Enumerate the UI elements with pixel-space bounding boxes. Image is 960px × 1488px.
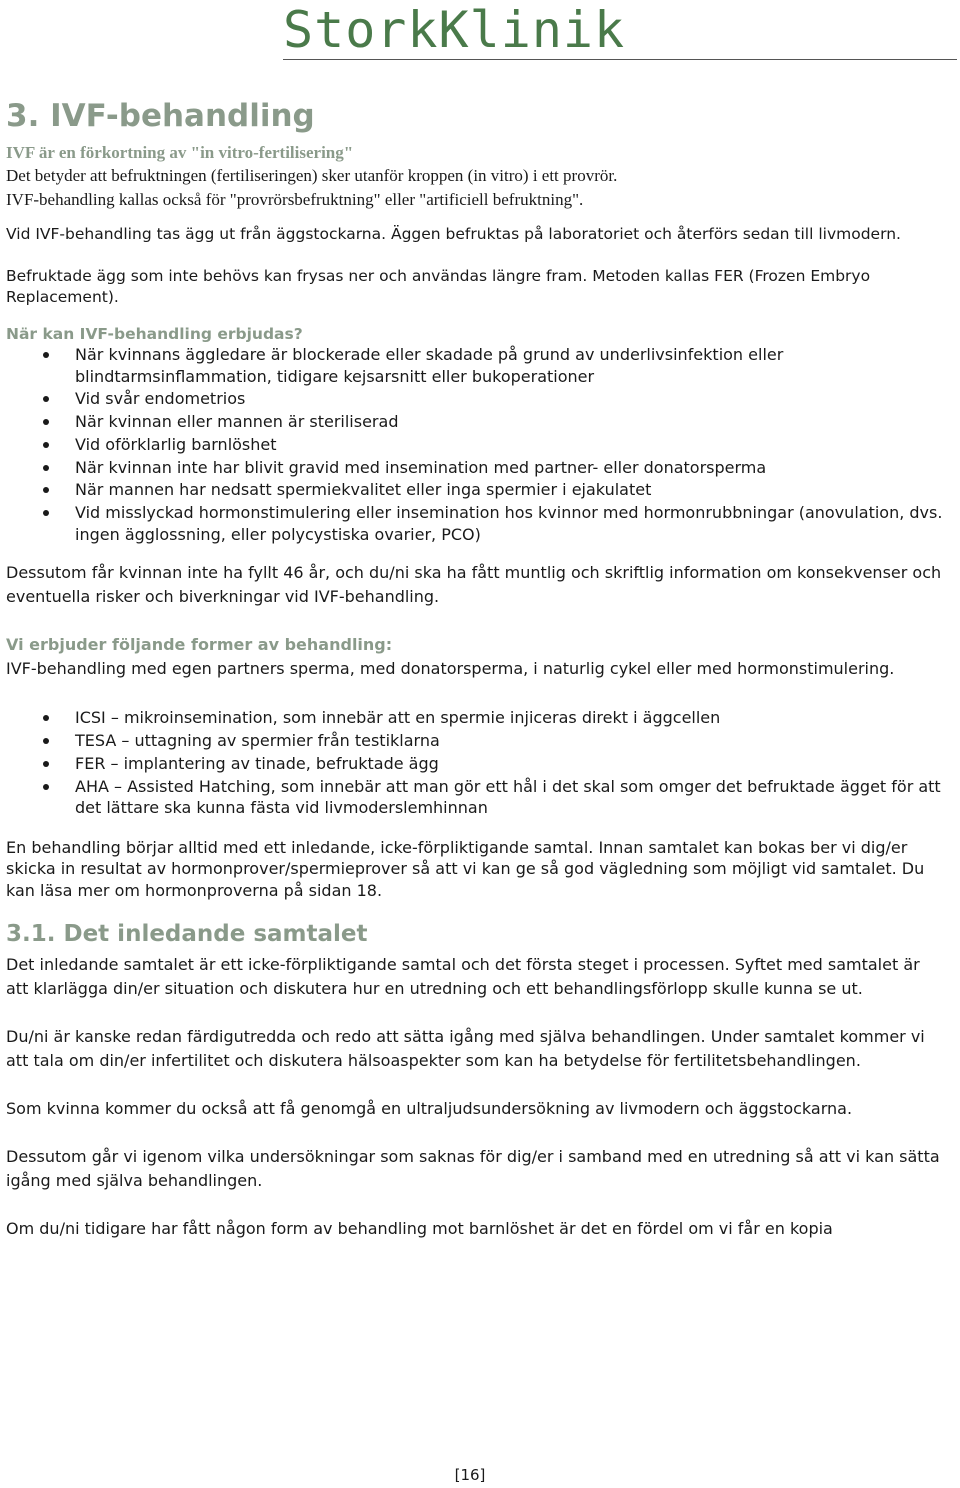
- treatments-list: [6, 707, 946, 818]
- list-item: FER – implantering av tinade, befruktade ägg: [6, 753, 946, 775]
- list-item: När kvinnan eller mannen är steriliserad: [6, 411, 946, 433]
- paragraph-procedure: Vid IVF-behandling tas ägg ut från äggstockarna. Äggen befruktas på laboratoriet och återförs sedan till livmodern.: [6, 225, 901, 243]
- page-number: [16]: [454, 1466, 486, 1484]
- list-item: När mannen har nedsatt spermiekvalitet eller inga spermier i ejakulatet: [6, 479, 946, 501]
- paragraph-age-limit: Dessutom får kvinnan inte ha fyllt 46 år, och du/ni ska ha fått muntlig och skriftlig information om konsekvenser och eventuella risker och biverkningar vid IVF-behandling.: [6, 563, 942, 607]
- section-heading: 3.1. Det inledande samtalet: [6, 921, 368, 948]
- paragraph-frozen: Befruktade ägg som inte behövs kan frysas ner och användas längre fram. Metoden kallas FER (Frozen Embryo Replacement).: [6, 267, 871, 306]
- offer-intro: IVF-behandling med egen partners sperma, med donatorsperma, i naturlig cykel eller med hormonstimulering.: [6, 659, 895, 679]
- page-title: 3. IVF-behandling: [6, 98, 315, 134]
- section-paragraph: Det inledande samtalet är ett icke-förpliktigande samtal och det första steget i processen. Syftet med samtalet är att klarlägga din/er situation och diskutera hur en utredning och ett behandlingsförlopp skulle kunna se ut.: [6, 955, 920, 999]
- header-divider: [283, 59, 957, 60]
- intro-line-2: IVF-behandling kallas också för "provrörsbefruktning" eller "artificiell befruktning".: [6, 190, 584, 209]
- section-paragraph: Som kvinna kommer du också att få genomgå en ultraljudsundersökning av livmodern och äggstockarna.: [6, 1099, 853, 1119]
- list-item: Vid oförklarlig barnlöshet: [6, 434, 946, 456]
- list-item: AHA – Assisted Hatching, som innebär att man gör ett hål i det skal som omger det befruktade ägget för att det lättare ska kunna fästa vid livmoderslemhinnan: [6, 776, 946, 819]
- intro-line-1: Det betyder att befruktningen (fertiliseringen) sker utanför kroppen (in vitro) i ett provrör.: [6, 166, 618, 185]
- list-item: Vid svår endometrios: [6, 388, 946, 410]
- document-body: [6, 96, 946, 1241]
- list-item: När kvinnan inte har blivit gravid med insemination med partner- eller donatorsperma: [6, 457, 946, 479]
- list-item: När kvinnans äggledare är blockerade eller skadade på grund av underlivsinfektion eller blindtarmsinflammation, tidigare kejsarsnitt eller bukoperationer: [6, 344, 946, 387]
- section-paragraph: Du/ni är kanske redan färdigutredda och redo att sätta igång med själva behandlingen. Under samtalet kommer vi att tala om din/er infertilitet och diskutera hälsoaspekter som kan ha betydelse för fertilitetsbehandlingen.: [6, 1027, 925, 1071]
- section-paragraph: Dessutom går vi igenom vilka undersökningar som saknas för dig/er i samband med en utredning så att vi kan sätta igång med själva behandlingen.: [6, 1147, 940, 1191]
- list-item: TESA – uttagning av spermier från testiklarna: [6, 730, 946, 752]
- offer-heading: Vi erbjuder följande former av behandling:: [6, 635, 393, 655]
- list-item: Vid misslyckad hormonstimulering eller insemination hos kvinnor med hormonrubbningar (anovulation, dvs. ingen ägglossning, eller polycystiska ovarier, PCO): [6, 502, 946, 545]
- paragraph-first-consult: En behandling börjar alltid med ett inledande, icke-förpliktigande samtal. Innan samtalet kan bokas ber vi dig/er skicka in resultat av hormonprover/spermieprover så att vi kan ge så god vägledning som möjligt vid samtalet. Du kan läsa mer om hormonproverna på sidan 18.: [6, 837, 925, 900]
- list-item: ICSI – mikroinsemination, som innebär att en spermie injiceras direkt i äggcellen: [6, 707, 946, 729]
- subtitle: IVF är en förkortning av "in vitro-fertilisering": [6, 143, 354, 162]
- indications-list: [6, 344, 946, 545]
- when-heading: När kan IVF-behandling erbjudas?: [6, 325, 303, 343]
- section-paragraph: Om du/ni tidigare har fått någon form av behandling mot barnlöshet är det en fördel om vi får en kopia: [6, 1219, 833, 1239]
- clinic-logo: StorkKlinik: [283, 1, 626, 59]
